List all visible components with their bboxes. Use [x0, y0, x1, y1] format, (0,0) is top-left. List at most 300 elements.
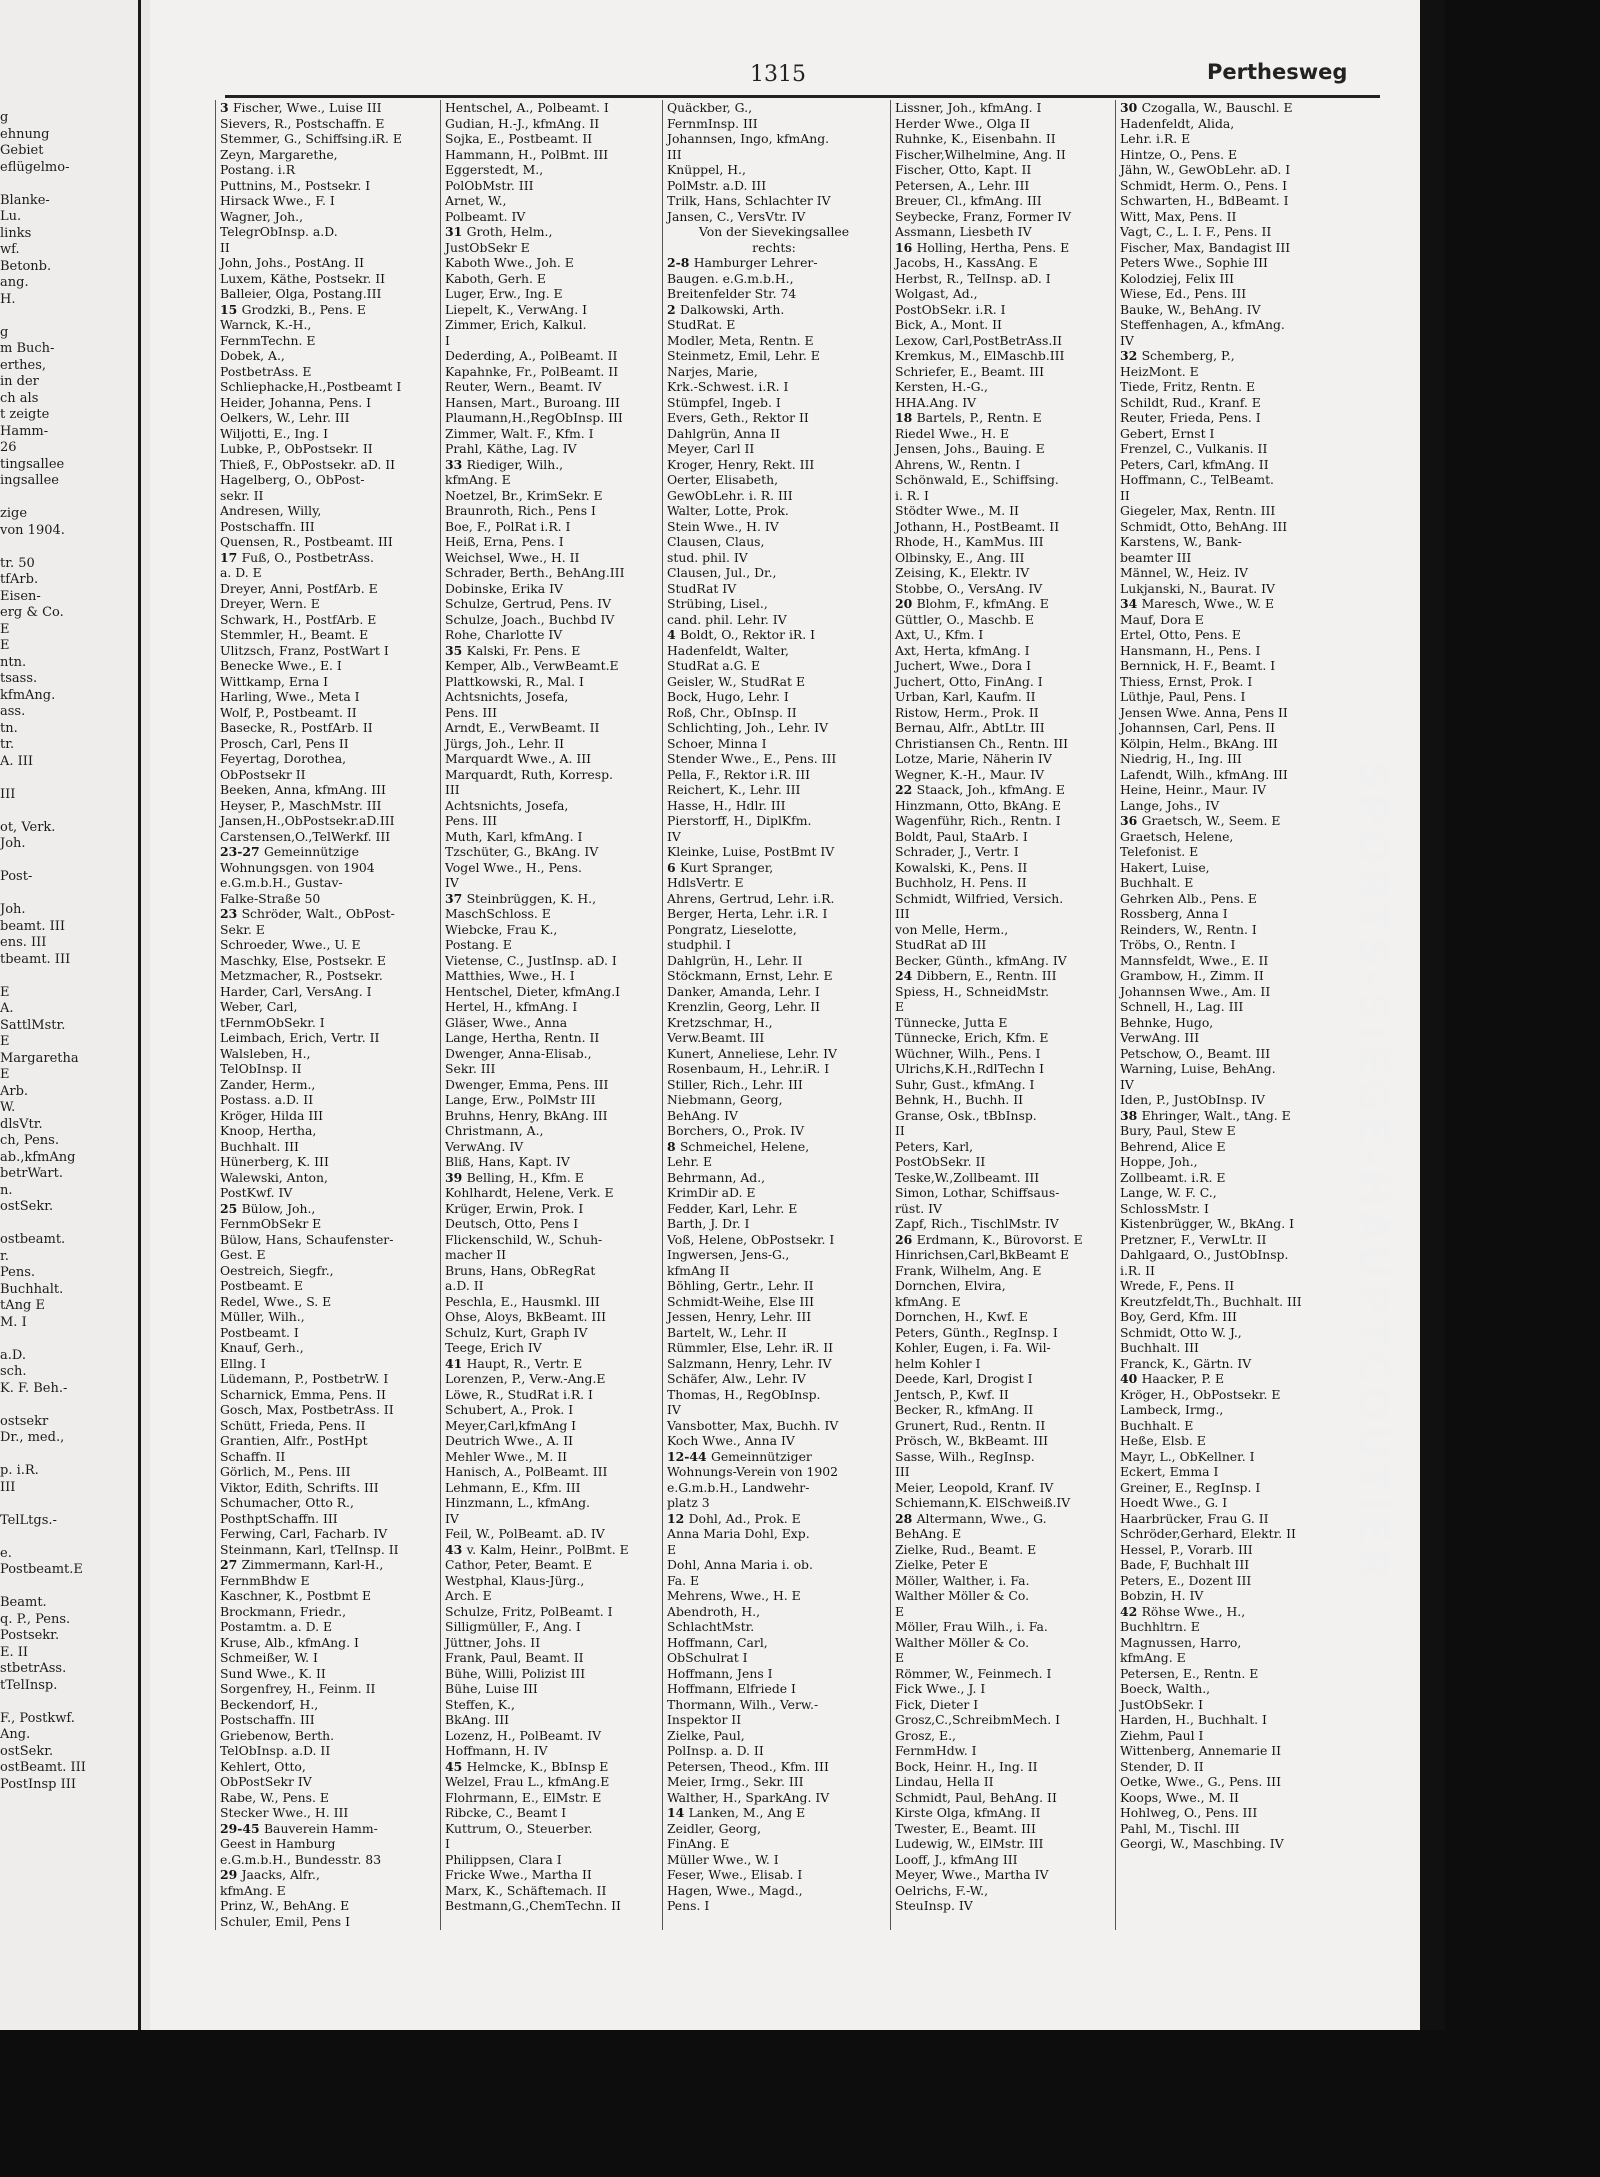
directory-entry: [216, 891, 434, 907]
entry-text: Gemeinnütziger: [710, 1448, 812, 1464]
house-number: 2: [667, 301, 680, 317]
entry-text: Thomas, H., RegObInsp.: [667, 1386, 821, 1402]
directory-entry: [663, 348, 881, 364]
entry-text: Jüttner, Johs. II: [445, 1634, 541, 1650]
entry-text: Bernnick, H. F., Beamt. I: [1120, 658, 1276, 673]
directory-entry: [891, 1495, 1109, 1511]
entry-text: Lorenzen, P., Verw.-Ang.E: [445, 1371, 606, 1386]
directory-entry: [663, 984, 881, 1000]
entry-text: Feyertag, Dorothea,: [220, 751, 347, 766]
entry-text: FernmObSekr E: [220, 1216, 322, 1231]
entry-text: Stiller, Rich., Lehr. III: [667, 1076, 803, 1092]
directory-entry: [441, 860, 659, 876]
directory-entry: [441, 348, 659, 364]
entry-text: Krk.-Schwest. i.R. I: [667, 379, 789, 394]
entry-text: Trilk, Hans, Schlachter IV: [667, 193, 831, 208]
entry-text: Tünnecke, Erich, Kfm. E: [895, 1030, 1049, 1045]
directory-entry: [891, 844, 1109, 860]
entry-text: FernmInsp. III: [667, 115, 758, 131]
entry-text: IV: [445, 875, 459, 890]
directory-entry: [441, 1201, 659, 1217]
directory-entry: [891, 891, 1109, 907]
directory-entry: [1116, 720, 1334, 736]
entry-text: Bliß, Hans, Kapt. IV: [445, 1154, 570, 1169]
entry-text: Mannsfeldt, Wwe., E. II: [1120, 952, 1269, 968]
directory-entry: [663, 1821, 881, 1837]
entry-text: Rosenbaum, H., Lehr.iR. I: [667, 1061, 830, 1076]
directory-entry: [1116, 457, 1334, 473]
entry-text: Gudian, H.-J., kfmAng. II: [445, 115, 600, 131]
entry-text: FernmBhdw E: [220, 1572, 310, 1588]
directory-entry: [891, 1123, 1109, 1139]
entry-text: Kaboth, Gerh. E: [445, 270, 546, 286]
entry-text: Harling, Wwe., Meta I: [220, 689, 360, 704]
left-page-fragment: Arb.: [0, 1083, 29, 1099]
entry-text: Knoop, Hertha,: [220, 1123, 317, 1138]
directory-entry: [441, 100, 659, 116]
directory-entry: [441, 1557, 659, 1573]
entry-text: Hansmann, H., Pens. I: [1120, 642, 1261, 658]
entry-text: Blohm, F., kfmAng. E: [916, 596, 1049, 611]
entry-text: Ludewig, W., ElMstr. III: [895, 1836, 1044, 1851]
entry-text: Schnell, H., Lag. III: [1120, 999, 1244, 1014]
entry-text: Deutrich Wwe., A. II: [445, 1433, 574, 1448]
entry-text: Dibbern, E., Rentn. III: [916, 968, 1057, 983]
entry-text: Kohler, Eugen, i. Fa. Wil-: [895, 1340, 1051, 1355]
directory-entry: [216, 1681, 434, 1697]
entry-text: Marquardt, Ruth, Korresp.: [445, 766, 613, 782]
left-page-fragment: tfArb.: [0, 572, 39, 587]
directory-entry: [891, 798, 1109, 814]
directory-entry: [663, 581, 881, 597]
entry-text: Pens. I: [667, 1898, 710, 1913]
directory-entry: [663, 1418, 881, 1434]
directory-entry: [663, 1712, 881, 1728]
directory-entry: [216, 410, 434, 426]
directory-entry: [441, 1030, 659, 1046]
directory-entry: [1116, 1635, 1334, 1651]
directory-entry: [891, 1077, 1109, 1093]
directory-entry: [663, 1743, 881, 1759]
entry-text: Boldt, Paul, StaArb. I: [895, 828, 1028, 844]
directory-entry: [216, 643, 434, 659]
entry-text: Heiß, Erna, Pens. I: [445, 534, 564, 549]
entry-text: E: [667, 1541, 677, 1557]
directory-entry: [891, 643, 1109, 659]
left-page-fragment: ostSekr.: [0, 1199, 54, 1214]
directory-entry: [663, 1681, 881, 1697]
left-page-fragment: Ang.: [0, 1727, 31, 1742]
left-page-fragment: III: [0, 1479, 16, 1495]
directory-entry: [441, 1635, 659, 1651]
directory-entry: [216, 1185, 434, 1201]
directory-entry: [441, 1387, 659, 1403]
directory-entry: [891, 658, 1109, 674]
directory-entry: [441, 1139, 659, 1155]
entry-text: StudRat IV: [667, 580, 737, 596]
directory-entry: [663, 1356, 881, 1372]
directory-entry: [663, 534, 881, 550]
entry-text: Simon, Lothar, Schiffsaus-: [895, 1185, 1060, 1200]
directory-entry: [216, 1216, 434, 1232]
entry-text: Schmidt, Paul, BehAng. II: [895, 1789, 1057, 1805]
entry-text: Deede, Karl, Drogist I: [895, 1371, 1033, 1386]
directory-entry: [216, 875, 434, 891]
entry-text: Buchholz, H. Pens. II: [895, 875, 1027, 890]
directory-entry: [216, 1666, 434, 1682]
entry-text: Bury, Paul, Stew E: [1120, 1123, 1236, 1138]
house-number: 38: [1120, 1107, 1142, 1123]
entry-text: Bühe, Willi, Polizist III: [445, 1665, 586, 1681]
directory-entry: [441, 1526, 659, 1542]
house-number: 35: [445, 642, 467, 658]
entry-text: cand. phil. Lehr. IV: [667, 611, 787, 627]
entry-text: Bruns, Hans, ObRegRat: [445, 1262, 596, 1278]
entry-text: Fischer, Otto, Kapt. II: [895, 162, 1032, 177]
left-page-fragment: M. I: [0, 1314, 27, 1330]
entry-text: Zimmer, Walt. F., Kfm. I: [445, 425, 594, 441]
directory-entry: [663, 627, 881, 643]
directory-entry: [663, 736, 881, 752]
directory-entry: [663, 1557, 881, 1573]
directory-entry: [1116, 1325, 1334, 1341]
entry-text: Krüger, Erwin, Prok. I: [445, 1200, 584, 1216]
directory-entry: [216, 100, 434, 116]
directory-entry: [663, 1294, 881, 1310]
entry-text: Koch Wwe., Anna IV: [667, 1433, 795, 1448]
directory-entry: [216, 488, 434, 504]
house-number: 29-45: [220, 1820, 264, 1836]
entry-text: Kehlert, Otto,: [220, 1758, 306, 1774]
directory-entry: [441, 1216, 659, 1232]
entry-text: Walther Möller & Co.: [895, 1588, 1030, 1603]
entry-text: Behnk, H., Buchh. II: [895, 1092, 1024, 1107]
entry-text: Groth, Helm.,: [466, 224, 553, 239]
entry-text: Balleier, Olga, Postang.III: [220, 286, 382, 301]
directory-entry: [663, 1046, 881, 1062]
entry-text: Wegner, K.-H., Maur. IV: [895, 766, 1045, 782]
entry-text: Fischer, Wwe., Luise III: [232, 100, 382, 115]
entry-text: Meier, Leopold, Kranf. IV: [895, 1479, 1054, 1495]
entry-text: II: [895, 1123, 905, 1138]
directory-entry: [1116, 1030, 1334, 1046]
entry-text: kfmAng. E: [895, 1293, 961, 1309]
entry-text: Lukjanski, N., Baurat. IV: [1120, 580, 1275, 596]
entry-text: Postamtm. a. D. E: [220, 1619, 333, 1634]
directory-entry: [216, 1247, 434, 1263]
directory-entry: [891, 1666, 1109, 1682]
entry-text: Hoffmann, Jens I: [667, 1665, 773, 1681]
entry-text: Achtsnichts, Josefa,: [445, 689, 569, 704]
directory-entry: [216, 1046, 434, 1062]
directory-entry: [216, 968, 434, 984]
directory-entry: [891, 1681, 1109, 1697]
directory-entry: [441, 658, 659, 674]
directory-entry: [663, 271, 881, 287]
directory-entry: [1116, 1046, 1334, 1062]
entry-text: macher II: [445, 1247, 507, 1262]
entry-text: Heyser, P., MaschMstr. III: [220, 797, 382, 813]
directory-entry: [891, 1170, 1109, 1186]
entry-text: FernmHdw. I: [895, 1743, 977, 1758]
entry-text: Achtsnichts, Josefa,: [445, 797, 569, 813]
entry-text: Philippsen, Clara I: [445, 1851, 562, 1867]
entry-text: Fischer,Wilhelmine, Ang. II: [895, 146, 1066, 162]
left-page-fragment: von 1904.: [0, 522, 65, 538]
entry-text: Clausen, Claus,: [667, 534, 765, 549]
directory-entry: [216, 162, 434, 178]
entry-text: Looff, J., kfmAng III: [895, 1851, 1018, 1867]
directory-entry: [663, 457, 881, 473]
directory-entry: [441, 550, 659, 566]
directory-entry: [441, 689, 659, 705]
entry-text: Ohse, Aloys, BkBeamt. III: [445, 1309, 607, 1324]
entry-text: Görlich, M., Pens. III: [220, 1464, 351, 1479]
directory-entry: [441, 1061, 659, 1077]
directory-entry: [891, 1294, 1109, 1310]
directory-entry: [1116, 364, 1334, 380]
entry-text: Schwarten, H., BdBeamt. I: [1120, 193, 1289, 208]
entry-text: Peters, Carl, kfmAng. II: [1120, 456, 1269, 472]
entry-text: KrimDir aD. E: [667, 1185, 756, 1200]
entry-text: Muth, Karl, kfmAng. I: [445, 828, 583, 844]
directory-entry: [216, 271, 434, 287]
directory-entry: [891, 1402, 1109, 1418]
house-number: 6: [667, 859, 680, 875]
entry-text: Hoedt Wwe., G. I: [1120, 1495, 1228, 1510]
entry-text: Fedder, Karl, Lehr. E: [667, 1200, 798, 1216]
entry-text: Bülow, Joh.,: [241, 1200, 316, 1216]
directory-entry: [216, 1511, 434, 1527]
left-page-fragment: A.: [0, 1001, 14, 1016]
directory-entry: [1116, 193, 1334, 209]
directory-entry: [1116, 1526, 1334, 1542]
directory-entry: [663, 240, 881, 256]
entry-text: Frank, Paul, Beamt. II: [445, 1650, 584, 1665]
directory-entry: [1116, 984, 1334, 1000]
directory-entry: [1116, 1557, 1334, 1573]
directory-entry: [216, 286, 434, 302]
directory-entry: [663, 1635, 881, 1651]
entry-text: Gosch, Max, PostbetrAss. II: [220, 1402, 394, 1417]
entry-text: Griebenow, Berth.: [220, 1727, 335, 1743]
entry-text: Reinders, W., Rentn. I: [1120, 921, 1257, 937]
entry-text: Walther, H., SparkAng. IV: [667, 1789, 830, 1805]
entry-text: Wüchner, Wilh., Pens. I: [895, 1045, 1041, 1061]
directory-entry: [216, 767, 434, 783]
directory-entry: [1116, 829, 1334, 845]
entry-text: Kröger, Hilda III: [220, 1107, 324, 1123]
directory-entry: [441, 891, 659, 907]
directory-entry: [1116, 1681, 1334, 1697]
directory-entry: [441, 1185, 659, 1201]
directory-entry: [1116, 333, 1334, 349]
entry-text: Sekr. E: [220, 921, 265, 937]
house-number: 8: [667, 1138, 680, 1154]
directory-entry: [663, 596, 881, 612]
directory-entry: [441, 674, 659, 690]
directory-entry: [441, 1790, 659, 1806]
directory-entry: [891, 1573, 1109, 1589]
directory-entry: [1116, 658, 1334, 674]
entry-text: e.G.m.b.H., Gustav-: [220, 875, 343, 890]
directory-entry: [441, 1836, 659, 1852]
directory-entry: [441, 1681, 659, 1697]
directory-entry: [663, 1495, 881, 1511]
entry-text: Postass. a.D. II: [220, 1092, 314, 1107]
entry-text: Prösch, W., BkBeamt. III: [895, 1433, 1048, 1448]
entry-text: Scharnick, Emma, Pens. II: [220, 1386, 386, 1402]
entry-text: kfmAng II: [667, 1262, 730, 1278]
directory-entry: [891, 1650, 1109, 1666]
directory-entry: [891, 348, 1109, 364]
directory-entry: [441, 1712, 659, 1728]
entry-text: Zielke, Peter E: [895, 1557, 988, 1572]
left-page-fragment: III: [0, 786, 16, 802]
directory-entry: [216, 1077, 434, 1093]
entry-text: Stümpfel, Ingeb. I: [667, 394, 781, 410]
directory-entry: [663, 1464, 881, 1480]
directory-entry: [663, 1790, 881, 1806]
entry-text: Müller Wwe., W. I: [667, 1851, 779, 1867]
entry-text: Schumacher, Otto R.,: [220, 1495, 354, 1510]
directory-entry: [216, 1759, 434, 1775]
entry-text: Gehrken Alb., Pens. E: [1120, 890, 1257, 906]
entry-text: Bick, A., Mont. II: [895, 317, 1002, 332]
directory-entry: [891, 100, 1109, 116]
entry-text: Clausen, Jul., Dr.,: [667, 565, 777, 580]
entry-text: Anna Maria Dohl, Exp.: [667, 1526, 810, 1541]
entry-text: Grantien, Alfr., PostHpt: [220, 1433, 368, 1448]
entry-text: Lissner, Joh., kfmAng. I: [895, 100, 1042, 115]
entry-text: HdlsVertr. E: [667, 875, 744, 890]
directory-entry: [441, 1511, 659, 1527]
left-page-fragment: Dr., med.,: [0, 1430, 65, 1445]
directory-entry: [441, 503, 659, 519]
directory-entry: [891, 1201, 1109, 1217]
directory-entry: [1116, 1805, 1334, 1821]
directory-entry: [891, 565, 1109, 581]
entry-text: Gebert, Ernst I: [1120, 425, 1215, 441]
house-number: 25: [220, 1200, 242, 1216]
directory-entry: [663, 798, 881, 814]
entry-text: Kroger, Henry, Rekt. III: [667, 456, 815, 472]
directory-entry: [441, 1805, 659, 1821]
entry-text: Flickenschild, W., Schuh-: [445, 1231, 603, 1247]
directory-entry: [216, 364, 434, 380]
directory-entry: [441, 1108, 659, 1124]
directory-entry: [891, 209, 1109, 225]
entry-text: Pens. III: [445, 813, 498, 828]
directory-entry: [441, 1495, 659, 1511]
directory-entry: [216, 519, 434, 535]
directory-entry: [663, 1883, 881, 1899]
entry-text: Borchers, O., Prok. IV: [667, 1123, 805, 1138]
entry-text: Witt, Max, Pens. II: [1120, 208, 1237, 224]
directory-entry: [216, 1852, 434, 1868]
directory-entry: [663, 844, 881, 860]
directory-entry: [216, 596, 434, 612]
entry-text: Vansbotter, Max, Buchh. IV: [667, 1417, 839, 1433]
directory-entry: [441, 1464, 659, 1480]
house-number: 2-8: [667, 255, 694, 270]
entry-text: Oelrichs, F.-W.,: [895, 1882, 989, 1898]
entry-text: Thormann, Wilh., Verw.-: [667, 1696, 819, 1712]
directory-entry: [441, 1123, 659, 1139]
entry-text: Schäfer, Alw., Lehr. IV: [667, 1371, 806, 1386]
left-page-fragment: erthes,: [0, 357, 47, 373]
directory-entry: [216, 1774, 434, 1790]
directory-entry: [663, 1340, 881, 1356]
left-page-fragment: tingsallee: [0, 456, 65, 472]
entry-text: Barth, J. Dr. I: [667, 1216, 750, 1231]
entry-text: Buchhltrn. E: [1120, 1619, 1200, 1634]
entry-text: Walsleben, H.,: [220, 1045, 311, 1061]
entry-text: Hoffmann, C., TelBeamt.: [1120, 472, 1274, 487]
directory-entry: [1116, 131, 1334, 147]
directory-entry: [441, 984, 659, 1000]
entry-text: Altermann, Wwe., G.: [916, 1510, 1047, 1526]
entry-text: Schröder,Gerhard, Elektr. II: [1120, 1526, 1296, 1541]
entry-text: Lafendt, Wilh., kfmAng. III: [1120, 766, 1288, 782]
entry-text: Hinzmann, L., kfmAng.: [445, 1495, 590, 1510]
entry-text: Jothann, H., PostBeamt. II: [895, 518, 1060, 534]
entry-text: Matthies, Wwe., H. I: [445, 968, 575, 983]
house-number: 37: [445, 890, 467, 906]
directory-entry: [1116, 565, 1334, 581]
entry-text: i.R. II: [1120, 1262, 1155, 1278]
entry-text: Zapf, Rich., TischlMstr. IV: [895, 1216, 1059, 1231]
directory-entry: [891, 674, 1109, 690]
left-page-fragment: e.: [0, 1545, 12, 1561]
directory-entry: [441, 457, 659, 473]
directory-entry: [1116, 1774, 1334, 1790]
directory-entry: [1116, 1061, 1334, 1077]
entry-text: Jähn, W., GewObLehr. aD. I: [1120, 162, 1291, 177]
directory-entry: [1116, 1139, 1334, 1155]
house-number: 3: [220, 100, 233, 115]
entry-text: Hintze, O., Pens. E: [1120, 146, 1238, 162]
entry-text: Kirste Olga, kfmAng. II: [895, 1805, 1041, 1820]
directory-entry: [1116, 1495, 1334, 1511]
entry-text: Jansen, C., VersVtr. IV: [667, 208, 806, 224]
directory-entry: [891, 1697, 1109, 1713]
entry-text: Kruse, Alb., kfmAng. I: [220, 1634, 359, 1650]
entry-text: Schulze, Fritz, PolBeamt. I: [445, 1603, 613, 1619]
directory-entry: [891, 1185, 1109, 1201]
entry-text: Zimmermann, Karl-H.,: [241, 1557, 384, 1572]
entry-text: Hansen, Mart., Buroang. III: [445, 394, 620, 410]
directory-entry: [1116, 1511, 1334, 1527]
directory-entry: [216, 1836, 434, 1852]
directory-entry: [663, 1511, 881, 1527]
directory-entry: [663, 1108, 881, 1124]
directory-entry: [441, 643, 659, 659]
entry-text: Schliephacke,H.,Postbeamt I: [220, 379, 402, 394]
entry-text: Kolodziej, Felix III: [1120, 270, 1235, 286]
directory-entry: [663, 720, 881, 736]
entry-text: a. D. E: [220, 565, 262, 580]
entry-text: Juchert, Otto, FinAng. I: [895, 673, 1043, 689]
entry-text: Quensen, R., Postbeamt. III: [220, 534, 393, 549]
entry-text: Schönwald, E., Schiffsing.: [895, 472, 1059, 487]
entry-text: Arndt, E., VerwBeamt. II: [445, 720, 600, 735]
directory-entry: [441, 1356, 659, 1372]
entry-text: Kaboth Wwe., Joh. E: [445, 255, 574, 270]
entry-text: Grosz,C.,SchreibmMech. I: [895, 1712, 1061, 1727]
entry-text: Giegeler, Max, Rentn. III: [1120, 503, 1276, 518]
directory-entry: [216, 116, 434, 132]
